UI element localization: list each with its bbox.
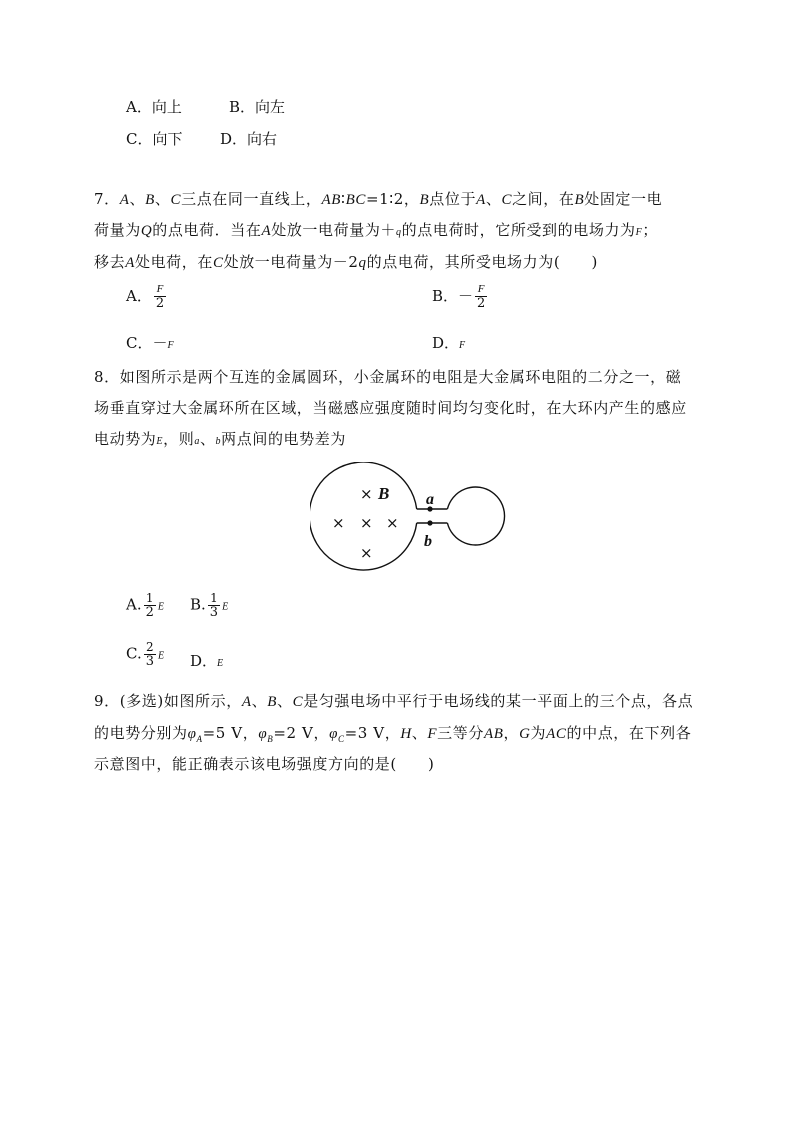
q9-line-2: 的电势分别为$\varphi_A=5$ V，$\varphi_B=2$ V，$\varphi_C=3$ V，H、F三等分AB，G为AC的中点，在下列各 (94, 724, 692, 744)
q7-option-d: D．F (432, 334, 466, 352)
q8-line-2: 场垂直穿过大金属环所在区域，当磁感应强度随时间均匀变化时，在大环内产生的感应 (94, 399, 687, 417)
q7-line-1: 7．A、B、C三点在同一直线上，AB∶BC=1∶2，B点位于A、C之间，在B处固定一电 (94, 190, 663, 208)
q9-line-3: 示意图中，能正确表示该电场强度方向的是( ) (94, 755, 435, 773)
q8-option-b: B. $\frac{1}{3}$ E (190, 591, 229, 620)
q9-line-1: 9．(多选)如图所示，A、B、C是匀强电场中平行于电场线的某一平面上的三个点，各点 (94, 692, 694, 710)
q8-option-d: D．E (190, 652, 224, 670)
q7-option-b: B．－ $\frac{F}{2}$ (432, 283, 486, 311)
field-cross-icon: × (332, 514, 345, 532)
q7-line-2: 荷量为Q的点电荷．当在A处放一电荷量为＋q的点电荷时，它所受到的电场力为F； (94, 221, 658, 239)
small-ring (447, 487, 504, 545)
point-b (427, 520, 432, 525)
q7-line-3: 移去A处电荷，在C处放一电荷量为－2q的点电荷，其所受电场力为( ) (94, 253, 598, 271)
q8-line-1: 8．如图所示是两个互连的金属圆环，小金属环的电阻是大金属环电阻的二分之一，磁 (94, 368, 682, 386)
q7-option-c: C．－F (126, 334, 174, 352)
q8-option-a: A. $\frac{1}{2}$ E (126, 591, 164, 620)
q6-option-d: D．向右 (220, 130, 278, 148)
field-cross-icon: × (360, 514, 373, 532)
field-cross-icon: × (360, 544, 373, 562)
q6-option-b: B．向左 (229, 98, 286, 116)
q8-line-3: 电动势为E，则a、b两点间的电势差为 (94, 430, 346, 448)
label-b: b (424, 533, 432, 550)
q7-option-a: A． $\frac{F}{2}$ (126, 283, 165, 311)
q8-option-c: C. $\frac{2}{3}$ E (126, 640, 165, 669)
label-B: B (378, 484, 390, 503)
label-a: a (426, 491, 434, 508)
field-cross-icon: × (386, 514, 399, 532)
two-rings-figure (310, 462, 520, 572)
q6-option-a: A．向上 (126, 98, 182, 116)
q6-option-c: C．向下 (126, 130, 183, 148)
field-cross-icon: × (360, 485, 373, 503)
